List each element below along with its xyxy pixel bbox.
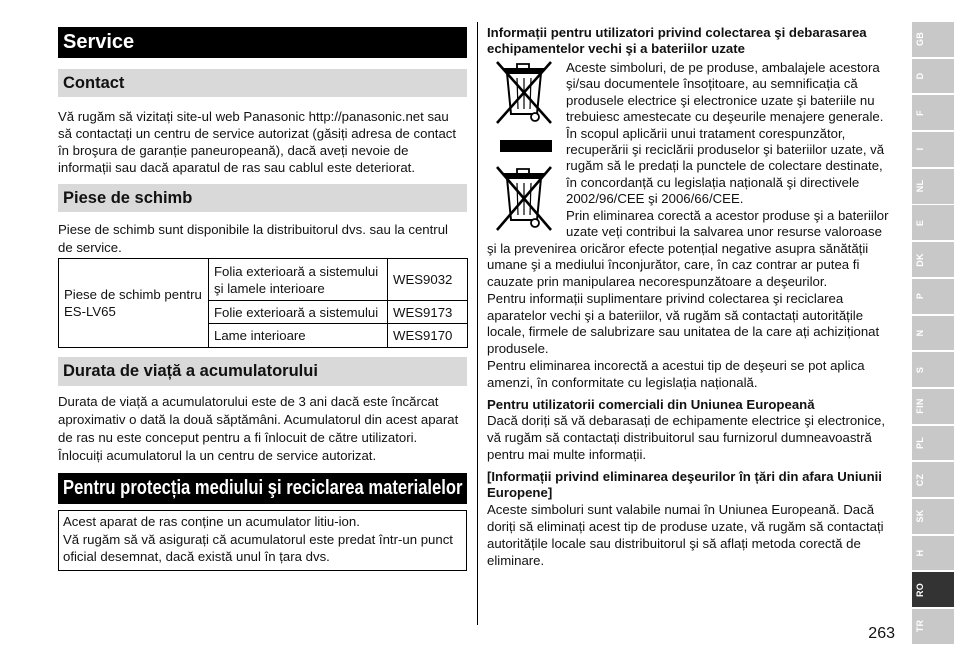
contact-subheader	[58, 69, 467, 97]
weee-bar	[500, 140, 552, 152]
lang-tab-sk[interactable]	[912, 499, 954, 534]
lang-tab-n[interactable]	[912, 316, 954, 351]
business-users-text-line: vă rugăm să contactați distribuitorul sau furnizorul dumneavoastră	[487, 430, 872, 446]
lang-tab-label: GB	[915, 32, 925, 47]
lang-tab-label: TR	[915, 620, 925, 633]
battery-notice-line: Acest aparat de ras conține un acumulator litiu-ion.	[63, 514, 360, 529]
battery-notice-line: oficial desemnat, dacă există unul în țara dvs.	[63, 549, 330, 564]
disposal-text-line: trebuiesc amestecate cu deşeurile menajere generale.	[566, 109, 884, 125]
non-eu-text-line: Aceste simboluri sunt valabile numai în Uniunea Europeană. Dacă	[487, 502, 875, 518]
business-users-section	[487, 397, 885, 464]
lang-tab-d[interactable]	[912, 59, 954, 94]
lang-tab-pl[interactable]	[912, 426, 954, 461]
lang-tab-ro[interactable]	[912, 572, 954, 607]
disposal-text-line: recuperării şi reciclării produselor şi bateriilor uzate, vă	[566, 142, 885, 158]
battery-life-text-line: Durata de viață a acumulatorului este de 3 ani dacă este încărcat	[58, 394, 439, 409]
disposal-heading-line: Informații pentru utilizatori privind colectarea şi debarasarea	[487, 24, 867, 40]
disposal-text-line: produsele.	[487, 341, 549, 357]
disposal-heading	[487, 25, 867, 59]
contact-text-line: în broşura de garanție paneuropeană), dacă aveți nevoie de	[58, 143, 409, 159]
table-part-description	[209, 259, 388, 301]
contact-text-line: să contactați un centru de service autorizat (găsiți adresa de contact	[58, 125, 457, 141]
battery-life-paragraph	[58, 393, 458, 465]
spare-parts-paragraph	[58, 221, 448, 256]
disposal-text-line: cauzate prin manipularea necorespunzătoare a deşeurilor.	[487, 274, 828, 290]
disposal-text-line: amenzi, în conformitate cu legislația națională.	[487, 374, 758, 390]
disposal-text-line: produsele electrice şi electronice uzate şi bateriile nu	[566, 92, 875, 108]
disposal-text-full	[487, 241, 879, 392]
lang-tab-h[interactable]	[912, 536, 954, 571]
battery-notice-box	[58, 510, 467, 571]
non-eu-disposal-section	[487, 469, 884, 570]
lang-tab-label: RO	[915, 582, 925, 597]
battery-life-title: Durata de viață a acumulatorului	[63, 362, 318, 380]
spare-parts-text-line: Piese de schimb sunt disponibile la distribuitorul dvs. sau la centrul	[58, 222, 448, 238]
lang-tab-label: NL	[915, 179, 925, 193]
environment-section-header	[58, 473, 467, 504]
disposal-text-line: umane şi a mediului înconjurător, care, în caz contrar ar putea fi	[487, 257, 860, 273]
disposal-text-line: Pentru eliminarea incorectă a acestui tip de deşeuri se pot aplica	[487, 357, 865, 373]
battery-life-text-line: aproximativ o dată la două săptămâni. Acumulatorul din acest aparat	[58, 412, 459, 427]
battery-life-text-line: Înlocuiți acumulatorul la un centru de service autorizat.	[58, 448, 377, 463]
lang-tab-gb[interactable]	[912, 22, 954, 57]
lang-tab-fin[interactable]	[912, 389, 954, 424]
lang-tab-e[interactable]	[912, 205, 954, 240]
lang-tab-label: FIN	[915, 398, 925, 414]
battery-life-subheader	[58, 357, 467, 386]
contact-text-line: informații sau dacă aparatul de ras sau cablul este deteriorat.	[58, 160, 415, 176]
lang-tab-label: PL	[915, 436, 925, 450]
disposal-text-line: şi/sau documentele însoțitoare, au semnificația că	[566, 76, 858, 92]
lang-tab-s[interactable]	[912, 352, 954, 387]
lang-tab-label: I	[915, 148, 925, 151]
spare-parts-text-line: de service.	[58, 239, 122, 255]
business-users-heading: Pentru utilizatorii comerciali din Uniunea Europeană	[487, 396, 815, 412]
lang-tab-label: P	[915, 293, 925, 300]
lang-tab-label: D	[915, 72, 925, 80]
disposal-text-line: în concordanță cu legislația națională şi directivele	[566, 174, 860, 190]
lang-tab-p[interactable]	[912, 279, 954, 314]
table-model-cell	[59, 259, 209, 348]
battery-life-text-line: de ras nu este conceput pentru a fi înlocuit de către utilizatori.	[58, 430, 418, 445]
table-part-description: Folie exterioară a sistemului	[209, 301, 388, 324]
table-row	[59, 259, 468, 301]
lang-tab-tr[interactable]	[912, 609, 954, 644]
disposal-text-line: rugăm să le predați la punctele de colectare destinate,	[566, 158, 883, 174]
non-eu-text-line: eliminare.	[487, 552, 545, 568]
table-part-number: WES9173	[388, 301, 468, 324]
business-users-text-line: pentru mai multe informații.	[487, 446, 647, 462]
disposal-text-line: locale, firmele de salubrizare sau unitatea de la care ați achiziționat	[487, 324, 880, 340]
table-model-label: Piese de schimb pentru	[64, 287, 202, 302]
disposal-text-line: În scopul aplicării unui tratament corespunzător,	[566, 125, 846, 141]
business-users-text-line: Dacă doriți să vă debarasați de echipamente electrice şi electronice,	[487, 413, 886, 429]
lang-tab-label: CZ	[915, 473, 925, 486]
page-number: 263	[868, 625, 895, 642]
contact-text-line: Vă rugăm să vizitați site-ul web Panasonic http://panasonic.net sau	[58, 108, 449, 124]
spare-parts-table	[58, 258, 468, 348]
table-part-number: WES9170	[388, 324, 468, 348]
spare-parts-subheader	[58, 184, 467, 212]
non-eu-text-line: autoritățile locale sau distribuitorul şi să aflați metoda corectă de	[487, 535, 861, 551]
table-part-number: WES9032	[388, 259, 468, 301]
battery-notice-line: Vă rugăm să vă asigurați că acumulatorul este predat într-un punct	[63, 531, 453, 547]
crossed-out-wheelie-bin-icon	[493, 59, 555, 126]
non-eu-heading-line: Europene]	[487, 485, 553, 501]
environment-title: Pentru protecția mediului şi reciclarea materialelor	[63, 477, 463, 499]
non-eu-text-line: doriți să eliminați acest tip de produse uzate, vă rugăm să contactați	[487, 518, 884, 534]
part-description-line: Folia exterioară a sistemului	[214, 263, 379, 279]
battery-crossed-out-bin-icon	[493, 163, 555, 233]
lang-tab-label: F	[915, 109, 925, 116]
part-description-line: şi lamele interioare	[214, 280, 325, 296]
spare-parts-title: Piese de schimb	[63, 189, 193, 207]
contact-paragraph	[58, 108, 456, 177]
lang-tab-dk[interactable]	[912, 242, 954, 277]
disposal-text-line: uzate veți contribui la salvarea unor resurse valoroase	[566, 224, 882, 240]
column-divider	[477, 22, 478, 625]
disposal-text-line: Aceste simboluri, de pe produse, ambalajele acestora	[566, 60, 880, 75]
non-eu-heading-line: [Informații privind eliminarea deşeurilor în țări din afara Uniunii	[487, 468, 882, 484]
disposal-text-line: Pentru informații suplimentare privind colectarea şi reciclarea	[487, 290, 844, 306]
lang-tab-label: DK	[915, 252, 925, 267]
lang-tab-label: N	[915, 329, 925, 337]
disposal-text-line: şi la prevenirea oricăror efecte potențial negative asupra sănătății	[487, 240, 869, 256]
lang-tab-i[interactable]	[912, 132, 954, 167]
service-section-header	[58, 27, 467, 58]
lang-tab-cz[interactable]	[912, 462, 954, 497]
table-part-description: Lame interioare	[209, 324, 388, 348]
lang-tab-label: H	[915, 549, 925, 557]
disposal-heading-line: echipamentelor vechi şi a bateriilor uzate	[487, 41, 745, 57]
lang-tab-label: E	[915, 219, 925, 226]
contact-title: Contact	[63, 74, 125, 92]
lang-tab-label: S	[915, 366, 925, 373]
lang-tab-label: SK	[915, 509, 925, 523]
disposal-text-line: aparatelor vechi şi a bateriilor, vă rugăm să contactați autoritățile	[487, 307, 864, 323]
disposal-text-line: Prin eliminarea corectă a acestor produse şi a bateriilor	[566, 207, 889, 223]
service-title: Service	[63, 31, 135, 53]
disposal-text-beside-icons	[566, 60, 889, 240]
lang-tab-f[interactable]	[912, 95, 954, 130]
disposal-text-line: 2002/96/CEE şi 2006/66/CEE.	[566, 191, 744, 207]
table-model-name: ES-LV65	[64, 304, 116, 319]
language-tabs	[912, 22, 954, 644]
lang-tab-nl[interactable]	[912, 169, 954, 204]
